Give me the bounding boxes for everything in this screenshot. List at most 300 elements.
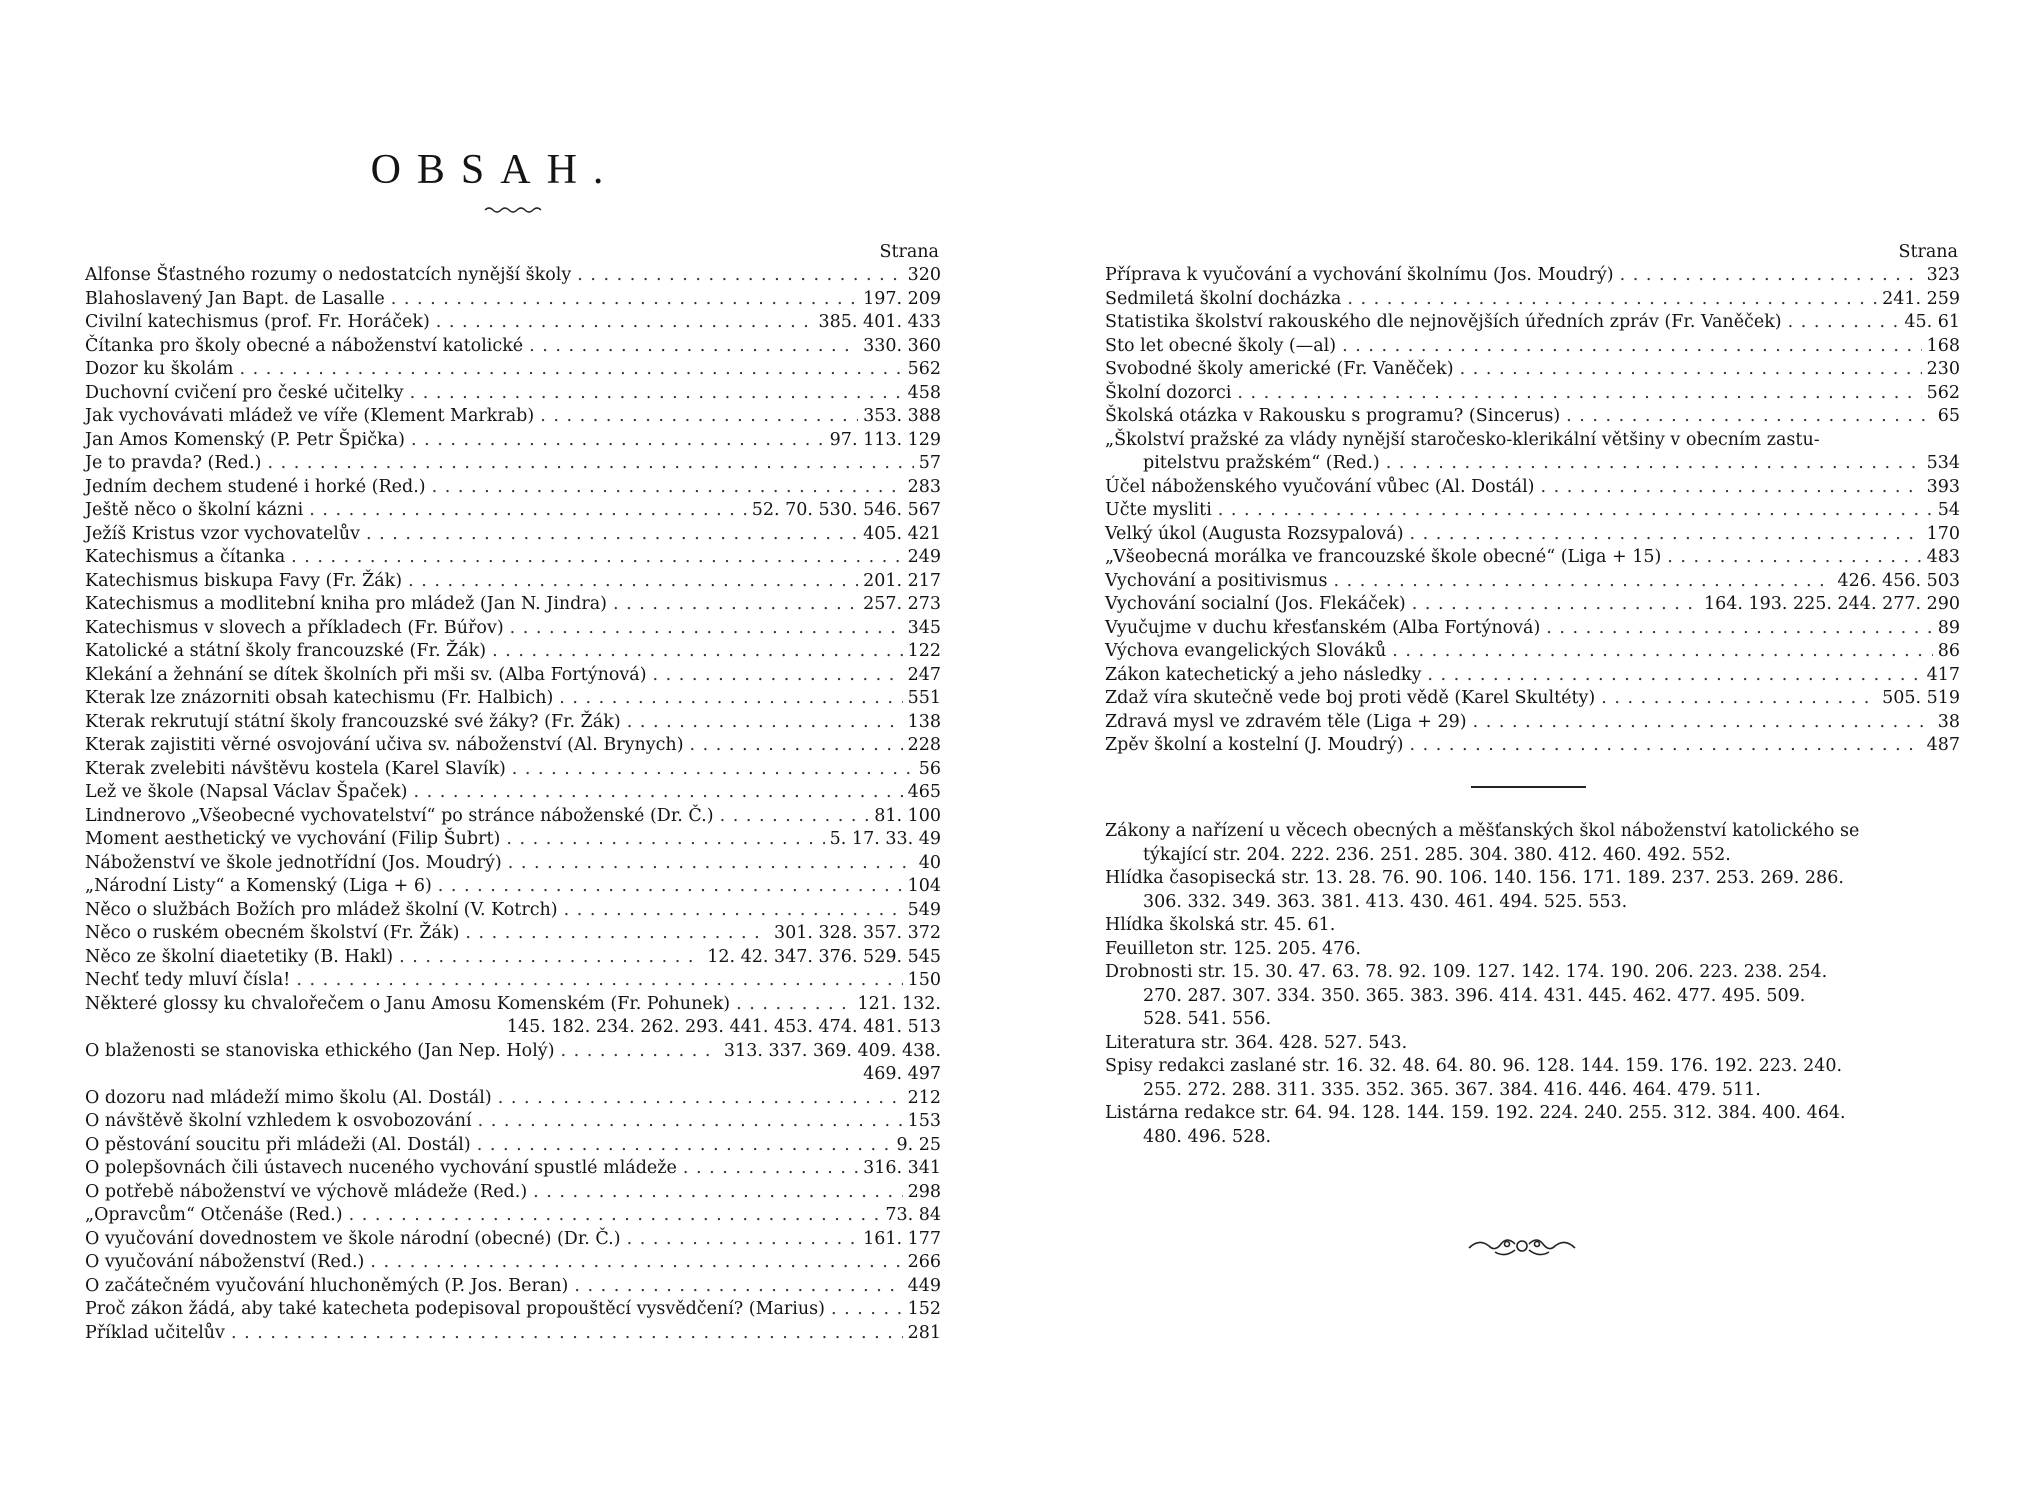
subject-entry bbox=[1105, 1055, 1965, 1102]
dot-leader bbox=[129, 1016, 502, 1040]
toc-entry bbox=[85, 1040, 941, 1064]
dot-leader bbox=[577, 264, 902, 288]
toc-entry-title: Jedním dechem studené i horké (Red.) bbox=[85, 476, 426, 497]
toc-entry-pages: 469. 497 bbox=[863, 1064, 941, 1084]
toc-entry bbox=[85, 875, 941, 899]
toc-entry-pages: 97. 113. 129 bbox=[829, 429, 941, 450]
toc-entry-title: O začátečném vyučování hluchoněmých (P. Jos. Beran) bbox=[85, 1275, 569, 1296]
toc-entry-title: Výchova evangelických Slováků bbox=[1105, 641, 1387, 661]
toc-entry-title: „Opravcům“ Otčenáše (Red.) bbox=[85, 1205, 343, 1225]
toc-entry-title: pitelstvu pražském“ (Red.) bbox=[1143, 453, 1380, 473]
subject-entry-line: Drobnosti str. 15. 30. 47. 63. 78. 92. 109. 127. 142. 174. 190. 206. 223. 238. 254. bbox=[1105, 962, 1828, 982]
toc-entry-pages: 161. 177 bbox=[863, 1228, 941, 1249]
toc-entry bbox=[85, 1181, 941, 1205]
toc-entry-pages: 65 bbox=[1937, 406, 1960, 426]
toc-entry bbox=[85, 1016, 941, 1040]
dot-leader bbox=[1412, 593, 1699, 617]
dot-leader bbox=[1473, 711, 1933, 735]
toc-entry-title: „Školství pražské za vlády nynější staročesko-klerikální většiny v obecním zastu- bbox=[1105, 429, 1820, 450]
toc-entry bbox=[1105, 358, 1960, 382]
toc-entry-pages: 86 bbox=[1937, 641, 1960, 661]
dot-leader bbox=[627, 1228, 859, 1252]
toc-entry-pages: 150 bbox=[907, 970, 941, 990]
dot-leader bbox=[831, 1298, 903, 1322]
page-title: OBSAH. bbox=[370, 147, 620, 193]
toc-entry-title: Blahoslavený Jan Bapt. de Lasalle bbox=[85, 288, 385, 309]
toc-entry-title: Lež ve škole (Napsal Václav Špaček) bbox=[85, 782, 408, 802]
toc-entry-title: Ještě něco o školní kázni bbox=[85, 500, 304, 520]
toc-entry bbox=[1105, 546, 1960, 570]
toc-entry bbox=[85, 335, 941, 359]
dot-leader bbox=[1546, 617, 1932, 641]
dot-leader bbox=[533, 1181, 902, 1205]
toc-entry bbox=[85, 429, 941, 453]
dot-leader bbox=[559, 687, 902, 711]
toc-entry bbox=[85, 1275, 941, 1299]
toc-entry bbox=[1105, 288, 1960, 312]
subject-entry bbox=[1105, 1102, 1965, 1149]
toc-entry bbox=[85, 382, 941, 406]
dot-leader bbox=[561, 1040, 719, 1064]
toc-entry bbox=[1105, 617, 1960, 641]
toc-entry-pages: 458 bbox=[907, 382, 941, 403]
dot-leader bbox=[438, 875, 903, 899]
toc-entry bbox=[1105, 570, 1960, 594]
toc-entry-title: Čítanka pro školy obecné a náboženství katolické bbox=[85, 335, 524, 356]
dot-leader bbox=[574, 1275, 902, 1299]
toc-entry-title: Příprava k vyučování a vychování školnímu (Jos. Moudrý) bbox=[1105, 265, 1614, 285]
toc-entry-title: O pěstování soucitu při mládeži (Al. Dostál) bbox=[85, 1134, 471, 1155]
toc-entry bbox=[1105, 499, 1960, 523]
toc-entry-title: Duchovní cvičení pro české učitelky bbox=[85, 382, 404, 403]
toc-entry-title: Jan Amos Komenský (P. Petr Špička) bbox=[85, 429, 405, 450]
toc-entry-pages: 45. 61 bbox=[1904, 312, 1960, 332]
toc-entry-pages: 212 bbox=[907, 1087, 941, 1108]
toc-entry-pages: 266 bbox=[907, 1252, 941, 1272]
toc-entry bbox=[85, 922, 941, 946]
toc-entry-title bbox=[85, 1016, 129, 1040]
toc-entry-title: Lindnerovo „Všeobecné vychovatelství“ po stránce náboženské (Dr. Č.) bbox=[85, 805, 714, 826]
toc-entry-title: Učte mysliti bbox=[1105, 500, 1212, 520]
toc-entry-title: Kterak zajistiti věrné osvojování učiva sv. náboženství (Al. Brynych) bbox=[85, 735, 684, 755]
toc-entry bbox=[85, 405, 941, 429]
subject-entry-line: Hlídka školská str. 45. 61. bbox=[1105, 915, 1336, 935]
dot-leader bbox=[231, 1322, 903, 1346]
toc-right-column bbox=[1105, 240, 1960, 758]
toc-entry-pages: 170 bbox=[1926, 523, 1960, 544]
toc-list bbox=[1105, 264, 1960, 758]
toc-entry-title: Moment aesthetický ve vychování (Filip Šubrt) bbox=[85, 829, 501, 849]
toc-entry bbox=[1105, 335, 1960, 359]
toc-entry bbox=[85, 593, 941, 617]
dot-leader bbox=[349, 1204, 881, 1228]
toc-entry-title: Jak vychovávati mládež ve víře (Klement Markrab) bbox=[85, 406, 535, 426]
dot-leader bbox=[391, 288, 858, 312]
toc-entry bbox=[1105, 711, 1960, 735]
subject-entry-line: Feuilleton str. 125. 205. 476. bbox=[1105, 938, 1361, 959]
dot-leader bbox=[436, 311, 814, 335]
toc-entry-pages: 54 bbox=[1937, 500, 1960, 520]
toc-entry-pages: 57 bbox=[918, 453, 941, 473]
toc-entry-title: Vychování socialní (Jos. Flekáček) bbox=[1105, 594, 1406, 614]
dot-leader bbox=[492, 640, 902, 664]
toc-entry-pages: 562 bbox=[907, 359, 941, 379]
toc-entry-title: O vyučování dovednostem ve škole národní (obecné) (Dr. Č.) bbox=[85, 1228, 621, 1249]
toc-entry-title: Vychování a positivismus bbox=[1105, 570, 1328, 591]
dot-leader bbox=[720, 805, 870, 829]
toc-entry bbox=[85, 452, 941, 476]
dot-leader bbox=[1601, 687, 1877, 711]
dot-leader bbox=[1386, 452, 1922, 476]
toc-entry bbox=[85, 546, 941, 570]
dot-leader bbox=[291, 546, 902, 570]
toc-entry-pages: 562 bbox=[1926, 382, 1960, 403]
toc-entry-title: Některé glossy ku chvalořečem o Janu Amosu Komenském (Fr. Pohunek) bbox=[85, 993, 731, 1014]
end-ornament bbox=[1465, 1232, 1580, 1260]
subject-entry bbox=[1105, 820, 1965, 867]
toc-entry-pages: 426. 456. 503 bbox=[1837, 570, 1960, 591]
subject-entry bbox=[1105, 961, 1965, 1032]
toc-entry-pages: 247 bbox=[907, 664, 941, 685]
toc-entry-pages: 283 bbox=[907, 476, 941, 497]
toc-entry-pages: 81. 100 bbox=[874, 805, 941, 826]
toc-entry bbox=[85, 570, 941, 594]
toc-entry bbox=[85, 1087, 941, 1111]
toc-entry-pages: 122 bbox=[907, 641, 941, 661]
toc-entry-pages: 534 bbox=[1926, 453, 1960, 473]
toc-entry bbox=[85, 288, 941, 312]
toc-entry bbox=[1105, 687, 1960, 711]
toc-entry-pages: 241. 259 bbox=[1882, 288, 1960, 309]
toc-entry-pages: 12. 42. 347. 376. 529. 545 bbox=[707, 946, 941, 967]
toc-entry-title: Školská otázka v Rakousku s programu? (Sincerus) bbox=[1105, 406, 1561, 426]
toc-entry-title: Alfonse Šťastného rozumy o nedostatcích nynější školy bbox=[85, 265, 572, 285]
toc-entry-title: Ježíš Kristus vzor vychovatelův bbox=[85, 523, 361, 544]
toc-entry-title: Svobodné školy americké (Fr. Vaněček) bbox=[1105, 359, 1454, 379]
dot-leader bbox=[510, 617, 903, 641]
dot-leader bbox=[1409, 734, 1921, 758]
toc-entry bbox=[85, 499, 941, 523]
toc-entry bbox=[85, 993, 941, 1017]
dot-leader bbox=[408, 570, 858, 594]
toc-entry-title: „Národní Listy“ a Komenský (Liga + 6) bbox=[85, 876, 432, 896]
toc-entry-title: Kterak lze znázorniti obsah katechismu (Fr. Halbich) bbox=[85, 688, 554, 708]
dot-leader bbox=[309, 499, 747, 523]
dot-leader bbox=[1566, 405, 1933, 429]
toc-entry-pages: 52. 70. 530. 546. 567 bbox=[751, 500, 941, 520]
toc-entry-pages: 104 bbox=[907, 876, 941, 896]
toc-entry-pages: 405. 421 bbox=[863, 523, 941, 544]
toc-entry-title: Je to pravda? (Red.) bbox=[85, 453, 262, 473]
toc-entry bbox=[85, 1322, 941, 1346]
dot-leader bbox=[1237, 382, 1921, 406]
toc-entry-pages: 313. 337. 369. 409. 438. bbox=[723, 1040, 941, 1061]
toc-left-column bbox=[85, 240, 941, 1345]
toc-entry-title: O polepšovnách čili ústavech nuceného vychování spustlé mládeže bbox=[85, 1158, 677, 1178]
toc-entry-title: O dozoru nad mládeží mimo školu (Al. Dostál) bbox=[85, 1087, 492, 1108]
dot-leader bbox=[1826, 429, 1955, 453]
subject-entry-line: 306. 332. 349. 363. 381. 413. 430. 461. 494. 525. 553. bbox=[1143, 891, 1628, 912]
toc-entry-pages: 38 bbox=[1937, 711, 1960, 732]
toc-entry-title: Zdravá mysl ve zdravém těle (Liga + 29) bbox=[1105, 711, 1467, 732]
toc-entry-pages: 549 bbox=[907, 899, 941, 920]
toc-entry-pages: 487 bbox=[1926, 735, 1960, 755]
toc-entry-title: Sedmiletá školní docházka bbox=[1105, 288, 1342, 309]
toc-entry-pages: 301. 328. 357. 372 bbox=[774, 923, 941, 943]
dot-leader bbox=[1333, 570, 1832, 594]
toc-entry-title: Něco o službách Božích pro mládež školní (V. Kotrch) bbox=[85, 899, 558, 920]
dot-leader bbox=[1347, 288, 1877, 312]
toc-entry-title: Katechismus a modlitební kniha pro mládež (Jan N. Jindra) bbox=[85, 594, 608, 614]
dot-leader bbox=[1788, 311, 1900, 335]
toc-entry-pages: 230 bbox=[1926, 359, 1960, 379]
toc-entry bbox=[85, 734, 941, 758]
toc-entry bbox=[85, 946, 941, 970]
title-ornament bbox=[483, 206, 543, 214]
toc-entry bbox=[85, 852, 941, 876]
toc-entry-pages: 449 bbox=[907, 1275, 941, 1296]
subject-entry-line: Spisy redakci zaslané str. 16. 32. 48. 64. 80. 96. 128. 144. 159. 176. 192. 223. 240. bbox=[1105, 1056, 1843, 1076]
toc-entry-pages: 164. 193. 225. 244. 277. 290 bbox=[1703, 594, 1960, 614]
toc-entry-title: Klekání a žehnání se dítek školních při mši sv. (Alba Fortýnová) bbox=[85, 664, 647, 685]
toc-entry-title: Školní dozorci bbox=[1105, 382, 1232, 403]
subject-entry-line: 480. 496. 528. bbox=[1143, 1126, 1272, 1147]
dot-leader bbox=[627, 711, 903, 735]
dot-leader bbox=[411, 429, 825, 453]
toc-entry bbox=[85, 617, 941, 641]
toc-entry-pages: 551 bbox=[907, 688, 941, 708]
toc-entry bbox=[85, 828, 941, 852]
toc-entry bbox=[1105, 311, 1960, 335]
toc-entry-pages: 417 bbox=[1926, 664, 1960, 685]
toc-entry bbox=[85, 1134, 941, 1158]
toc-entry-pages: 201. 217 bbox=[863, 570, 941, 591]
toc-entry bbox=[85, 1204, 941, 1228]
toc-entry bbox=[1105, 405, 1960, 429]
dot-leader bbox=[506, 828, 824, 852]
toc-entry-title: O vyučování náboženství (Red.) bbox=[85, 1252, 365, 1272]
toc-entry bbox=[85, 805, 941, 829]
toc-entry bbox=[85, 1298, 941, 1322]
toc-entry-pages: 505. 519 bbox=[1882, 688, 1960, 708]
toc-entry-title: O blaženosti se stanoviska ethického (Jan Nep. Holý) bbox=[85, 1040, 555, 1061]
toc-entry-pages: 56 bbox=[918, 758, 941, 779]
toc-entry bbox=[1105, 382, 1960, 406]
toc-entry-pages: 249 bbox=[907, 547, 941, 567]
dot-leader bbox=[296, 969, 902, 993]
toc-entry-pages: 152 bbox=[907, 1299, 941, 1319]
toc-entry bbox=[85, 358, 941, 382]
toc-entry bbox=[85, 311, 941, 335]
dot-leader bbox=[1218, 499, 1933, 523]
toc-entry bbox=[85, 1110, 941, 1134]
dot-leader bbox=[1392, 640, 1932, 664]
toc-entry-pages: 40 bbox=[918, 852, 941, 873]
toc-entry bbox=[85, 1228, 941, 1252]
toc-entry-title: Zpěv školní a kostelní (J. Moudrý) bbox=[1105, 735, 1404, 755]
toc-entry-title: Civilní katechismus (prof. Fr. Horáček) bbox=[85, 312, 430, 332]
toc-entry bbox=[85, 476, 941, 500]
toc-entry-title: Katechismus biskupa Favy (Fr. Žák) bbox=[85, 570, 403, 591]
subject-entry bbox=[1105, 914, 1965, 938]
toc-entry bbox=[85, 899, 941, 923]
toc-entry bbox=[1105, 264, 1960, 288]
toc-entry bbox=[85, 264, 941, 288]
toc-entry bbox=[1105, 452, 1960, 476]
dot-leader bbox=[508, 852, 914, 876]
toc-entry bbox=[1105, 593, 1960, 617]
toc-entry-pages: 9. 25 bbox=[896, 1134, 941, 1155]
toc-entry-pages: 228 bbox=[907, 735, 941, 755]
strana-header: Strana bbox=[879, 242, 939, 262]
toc-entry bbox=[85, 711, 941, 735]
dot-leader bbox=[477, 1134, 892, 1158]
toc-entry-title: Příklad učitelův bbox=[85, 1322, 225, 1343]
dot-leader bbox=[414, 781, 903, 805]
toc-entry bbox=[1105, 523, 1960, 547]
dot-leader bbox=[736, 993, 852, 1017]
toc-entry-pages: 465 bbox=[907, 782, 941, 802]
toc-entry bbox=[85, 758, 941, 782]
dot-leader bbox=[1620, 264, 1922, 288]
toc-entry-pages: 393 bbox=[1926, 476, 1960, 497]
toc-entry-title: Zdaž víra skutečně vede boj proti vědě (Karel Skultéty) bbox=[1105, 688, 1596, 708]
dot-leader bbox=[613, 593, 858, 617]
dot-leader bbox=[1342, 335, 1921, 359]
dot-leader bbox=[129, 1063, 858, 1087]
toc-entry-title: Dozor ku školám bbox=[85, 359, 234, 379]
dot-leader bbox=[683, 1157, 858, 1181]
toc-entry-pages: 168 bbox=[1926, 335, 1960, 356]
toc-entry-title: Statistika školství rakouského dle nejnovějších úředních zpráv (Fr. Vaněček) bbox=[1105, 312, 1782, 332]
subject-entry-line: Zákony a nařízení u věcech obecných a měšťanských škol náboženství katolického se bbox=[1105, 821, 1860, 841]
dot-leader bbox=[465, 922, 769, 946]
toc-entry-pages: 330. 360 bbox=[863, 335, 941, 356]
toc-entry-pages: 197. 209 bbox=[863, 288, 941, 309]
toc-entry-pages: 257. 273 bbox=[863, 594, 941, 614]
dot-leader bbox=[498, 1087, 903, 1111]
toc-entry-pages: 145. 182. 234. 262. 293. 441. 453. 474. 481. 513 bbox=[506, 1017, 941, 1037]
subject-entry-line: Listárna redakce str. 64. 94. 128. 144. 159. 192. 224. 240. 255. 312. 384. 400. 464. bbox=[1105, 1103, 1846, 1123]
subject-entry-line: 270. 287. 307. 334. 350. 365. 383. 396. 414. 431. 445. 462. 477. 495. 509. bbox=[1143, 985, 1806, 1006]
subject-entry-line: 255. 272. 288. 311. 335. 352. 365. 367. 384. 416. 446. 464. 479. 511. bbox=[1143, 1079, 1761, 1100]
toc-entry-pages: 73. 84 bbox=[885, 1205, 941, 1225]
toc-entry-pages: 121. 132. bbox=[857, 993, 941, 1014]
dot-leader bbox=[1460, 358, 1922, 382]
subject-entry-line: Hlídka časopisecká str. 13. 28. 76. 90. 106. 140. 156. 171. 189. 237. 253. 269. 286. bbox=[1105, 868, 1844, 888]
dot-leader bbox=[690, 734, 903, 758]
dot-leader bbox=[410, 382, 903, 406]
toc-entry bbox=[85, 687, 941, 711]
toc-entry-pages: 323 bbox=[1926, 265, 1960, 285]
toc-entry-pages: 281 bbox=[907, 1322, 941, 1343]
toc-entry-pages: 385. 401. 433 bbox=[818, 312, 941, 332]
dot-leader bbox=[432, 476, 903, 500]
subject-entry-line: týkající str. 204. 222. 236. 251. 285. 304. 380. 412. 460. 492. 552. bbox=[1143, 844, 1731, 865]
toc-entry-pages: 345 bbox=[907, 617, 941, 638]
toc-entry-title: Náboženství ve škole jednotřídní (Jos. Moudrý) bbox=[85, 852, 502, 873]
toc-entry bbox=[85, 523, 941, 547]
dot-leader bbox=[366, 523, 858, 547]
toc-entry-pages: 5. 17. 33. 49 bbox=[829, 829, 941, 849]
toc-entry-title: Účel náboženského vyučování vůbec (Al. Dostál) bbox=[1105, 476, 1535, 497]
dot-leader bbox=[512, 758, 914, 782]
toc-entry-title: Katolické a státní školy francouzské (Fr. Žák) bbox=[85, 641, 487, 661]
dot-leader bbox=[239, 358, 902, 382]
toc-entry-pages: 89 bbox=[1937, 617, 1960, 638]
dot-leader bbox=[653, 664, 903, 688]
dot-leader bbox=[1410, 523, 1922, 547]
toc-entry-title: Proč zákon žádá, aby také katecheta podepisoval propouštěcí vysvědčení? (Marius) bbox=[85, 1299, 825, 1319]
toc-entry bbox=[1105, 640, 1960, 664]
subject-entry bbox=[1105, 938, 1965, 962]
toc-entry-title: „Všeobecná morálka ve francouzské škole obecné“ (Liga + 15) bbox=[1105, 547, 1662, 567]
dot-leader bbox=[370, 1251, 902, 1275]
toc-entry bbox=[85, 969, 941, 993]
dot-leader bbox=[1667, 546, 1921, 570]
dot-leader bbox=[478, 1110, 903, 1134]
toc-entry bbox=[1105, 476, 1960, 500]
toc-entry-title bbox=[85, 1063, 129, 1087]
subject-entry-line: Literatura str. 364. 428. 527. 543. bbox=[1105, 1032, 1408, 1053]
toc-entry-title: Kterak rekrutují státní školy francouzské své žáky? (Fr. Žák) bbox=[85, 711, 621, 732]
dot-leader bbox=[1427, 664, 1921, 688]
toc-entry-title: Velký úkol (Augusta Rozsypalová) bbox=[1105, 523, 1404, 544]
toc-entry-pages: 483 bbox=[1926, 547, 1960, 567]
toc-entry-title: Nechť tedy mluví čísla! bbox=[85, 970, 291, 990]
toc-entry-pages: 353. 388 bbox=[863, 406, 941, 426]
toc-entry-title: Katechismus v slovech a příkladech (Fr. Búřov) bbox=[85, 617, 504, 638]
toc-entry-title: Něco o ruském obecném školství (Fr. Žák) bbox=[85, 923, 460, 943]
toc-entry-title: Sto let obecné školy (—al) bbox=[1105, 335, 1337, 356]
toc-entry-pages: 153 bbox=[907, 1111, 941, 1131]
toc-entry-pages: 320 bbox=[907, 265, 941, 285]
toc-entry-title: O návštěvě školní vzhledem k osvobozování bbox=[85, 1111, 472, 1131]
toc-entry-title: Katechismus a čítanka bbox=[85, 547, 286, 567]
toc-entry-title: Něco ze školní diaetetiky (B. Hakl) bbox=[85, 946, 394, 967]
toc-entry-title: Kterak zvelebiti návštěvu kostela (Karel Slavík) bbox=[85, 758, 506, 779]
subject-entry bbox=[1105, 1032, 1965, 1056]
toc-entry-pages bbox=[1955, 429, 1960, 453]
toc-entry-pages: 316. 341 bbox=[863, 1158, 941, 1178]
toc-entry-title: Vyučujme v duchu křesťanském (Alba Fortýnová) bbox=[1105, 617, 1541, 638]
dot-leader bbox=[1541, 476, 1922, 500]
subject-index-list bbox=[1105, 820, 1965, 1149]
toc-entry-pages: 138 bbox=[907, 711, 941, 732]
section-divider bbox=[1471, 786, 1586, 788]
dot-leader bbox=[564, 899, 903, 923]
dot-leader bbox=[399, 946, 702, 970]
toc-entry bbox=[85, 664, 941, 688]
toc-entry bbox=[85, 1251, 941, 1275]
toc-list bbox=[85, 264, 941, 1345]
strana-header: Strana bbox=[1898, 242, 1958, 262]
toc-entry-title: Zákon katechetický a jeho následky bbox=[1105, 664, 1422, 685]
subject-entry-line: 528. 541. 556. bbox=[1143, 1009, 1272, 1029]
toc-entry bbox=[1105, 664, 1960, 688]
toc-entry bbox=[85, 1063, 941, 1087]
dot-leader bbox=[529, 335, 858, 359]
toc-entry bbox=[85, 781, 941, 805]
toc-entry-title: O potřebě náboženství ve výchově mládeže (Red.) bbox=[85, 1181, 528, 1202]
dot-leader bbox=[540, 405, 858, 429]
subject-entry bbox=[1105, 867, 1965, 914]
toc-entry bbox=[85, 1157, 941, 1181]
toc-entry-pages: 298 bbox=[907, 1181, 941, 1202]
toc-entry bbox=[1105, 734, 1960, 758]
dot-leader bbox=[268, 452, 914, 476]
toc-entry bbox=[1105, 429, 1960, 453]
